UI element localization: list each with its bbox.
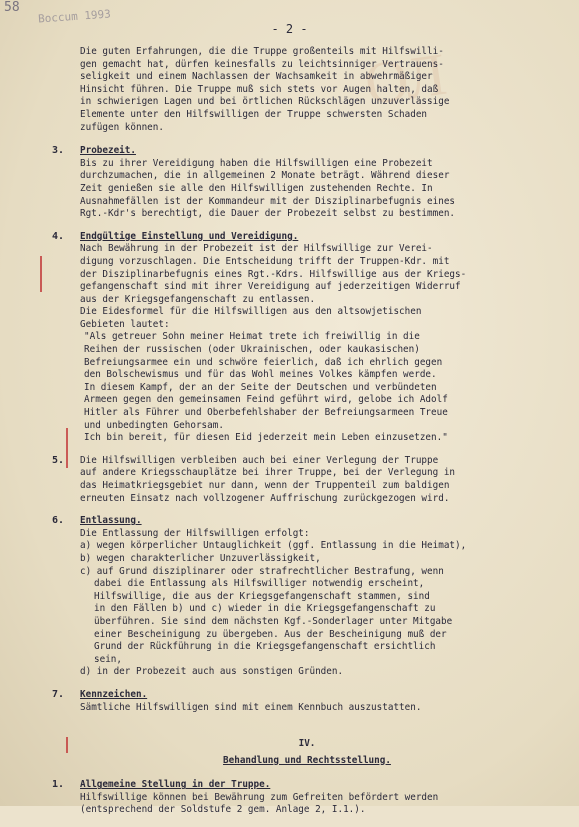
section-heading: Allgemeine Stellung in der Truppe. (80, 779, 271, 791)
section-heading: Kennzeichen. (80, 688, 148, 700)
text-line: Die Entlassung der Hilfswilligen erfolgt: (80, 527, 310, 539)
text-line: digung vorzuschlagen. Die Entscheidung trifft der Truppen-Kdr. mit (80, 255, 450, 267)
oath-line: Reihen der russischen (oder Ukrainischen, oder kaukasischen) (84, 344, 420, 356)
part-number: IV. (298, 738, 316, 750)
text-line: gen gemacht hat, dürfen keinesfalls zu leichtsinniger Vertrauens- (80, 58, 444, 70)
text-line: seligkeit und einem Nachlassen der Wachsamkeit in abwehrmäßiger (80, 71, 433, 83)
text-line: gefangenschaft sind mit ihrer Vereidigung auf jederzeitigen Widerruf (80, 281, 461, 293)
text-line: auf andere Kriegsschauplätze bei ihrer Truppe, bei der Verlegung in (80, 467, 456, 479)
section-number: 4. (52, 230, 65, 242)
section-iv-1 (52, 779, 562, 817)
text-line: durchzumachen, die in allgemeinen 2 Monate beträgt. Während dieser (80, 170, 450, 182)
section-number: 5. (52, 454, 65, 466)
section-number: 6. (52, 515, 65, 527)
text-line: in schwierigen Lagen und bei örtlichen Rückschlägen unzuverlässige (80, 96, 450, 108)
text-line: Die Eidesformel für die Hilfswilligen aus den altsowjetischen (80, 306, 422, 318)
text-line: Die Hilfswilligen verbleiben auch bei einer Verlegung der Truppe (80, 454, 439, 466)
list-item: c) auf Grund disziplinarer oder strafrechtlicher Bestrafung, wenn (80, 565, 444, 577)
section-number: 3. (52, 145, 65, 157)
oath-line: Hitler als Führer und Oberbefehlshaber der Befreiungsarmeen Treue (84, 407, 448, 419)
faint-stamp: ОЛ (360, 40, 451, 118)
text-line: Ausnahmefällen ist der Kommandeur mit der Disziplinarbefugnis eines (80, 195, 456, 207)
text-line: in den Fällen b) und c) wieder in die Kriegsgefangenschaft zu (94, 603, 436, 615)
oath-line: Armeen gegen den gemeinsamen Feind geführt wird, gelobe ich Adolf (84, 394, 448, 406)
text-line: dabei die Entlassung als Hilfswilliger notwendig erscheint, (94, 578, 425, 590)
oath-line: In diesem Kampf, der an der Seite der Deutschen und verbündeten (84, 381, 437, 393)
text-line: Rgt.-Kdr's berechtigt, die Dauer der Probezeit selbst zu bestimmen. (80, 208, 456, 220)
text-line: aus der Kriegsgefangenschaft zu entlassen. (80, 293, 316, 305)
text-line: Sämtliche Hilfswilligen sind mit einem Kennbuch auszustatten. (80, 701, 422, 713)
part-title: Behandlung und Rechtsstellung. (223, 754, 391, 766)
section-number: 1. (52, 779, 65, 791)
text-line: Die guten Erfahrungen, die die Truppe großenteils mit Hilfswilli- (80, 46, 444, 57)
oath-line: Ich bin bereit, für diesen Eid jederzeit mein Leben einzusetzen." (84, 432, 448, 444)
document-body (52, 46, 562, 827)
text-line: Nach Bewährung in der Probezeit ist der Hilfswillige zur Verei- (80, 243, 433, 255)
oath-line: und unbedingten Gehorsam. (84, 419, 224, 431)
text-line: Zeit genießen sie alle den Hilfswilligen zustehenden Rechte. In (80, 182, 433, 194)
section-6 (52, 515, 562, 679)
text-line: zufügen können. (80, 121, 164, 133)
section-heading: Endgültige Einstellung und Vereidigung. (80, 230, 299, 242)
corner-mark: 58 (4, 0, 20, 15)
text-line: überführen. Sie sind dem nächsten Kgf.-Sonderlager unter Mitgabe (94, 615, 453, 627)
text-line: der Disziplinarbefugnis eines Rgt.-Kdrs. Hilfswillige aus der Kriegs- (80, 268, 467, 280)
text-line: Hilfswillige, die aus der Kriegsgefangenschaft stammen, sind (94, 590, 430, 602)
text-line: Gebieten lautet: (80, 318, 170, 330)
oath-line: den Bolschewismus und für das Wohl meines Volkes kämpfen werde. (84, 369, 437, 381)
section-5 (52, 455, 562, 505)
intro-paragraph (52, 46, 562, 134)
list-item: d) in der Probezeit auch aus sonstigen Gründen. (80, 666, 344, 678)
oath-line: "Als getreuer Sohn meiner Heimat trete ich freiwillig in die (84, 331, 420, 343)
red-margin-mark (40, 256, 42, 292)
text-line: einer Bescheinigung zu übergeben. Aus der Bescheinigung muß der (94, 628, 447, 640)
text-line: Bis zu ihrer Vereidigung haben die Hilfswilligen eine Probezeit (80, 157, 433, 169)
page-number: - 2 - (271, 22, 308, 36)
oath-line: Befreiungsarmee ein und schwöre feierlich, daß ich ehrlich gegen (84, 356, 443, 368)
section-4 (52, 231, 562, 445)
text-line: das Heimatkriegsgebiet nur dann, wenn der Truppenteil zum baldigen (80, 480, 450, 491)
list-item: b) wegen charakterlicher Unzuverlässigkeit, (80, 552, 321, 564)
text-line: sein, (94, 653, 122, 665)
section-3 (52, 145, 562, 221)
text-line: Elemente unter den Hilfswilligen der Truppe schwersten Schaden (80, 108, 428, 120)
list-item: a) wegen körperlicher Untauglichkeit (ggf. Entlassung in die Heimat), (80, 540, 467, 552)
text-line: Hinsicht führen. Die Truppe muß sich stets vor Augen halten, daß (80, 83, 439, 95)
section-number: 7. (52, 688, 65, 700)
text-line: Hilfswillige können bei Bewährung zum Gefreiten befördert werden (80, 791, 439, 803)
text-line: erneuten Einsatz nach vollzogener Auffrischung zurückgezogen wird. (80, 492, 450, 504)
pencil-annotation: Boccum 1993 (37, 7, 112, 26)
section-heading: Probezeit. (80, 145, 136, 157)
section-7 (52, 689, 562, 714)
section-heading: Entlassung. (80, 515, 142, 527)
text-line: (entsprechend der Soldstufe 2 gem. Anlage 2, I.1.). (80, 804, 366, 816)
text-line: Grund der Rückführung in die Kriegsgefangenschaft ersichtlich (94, 641, 436, 653)
